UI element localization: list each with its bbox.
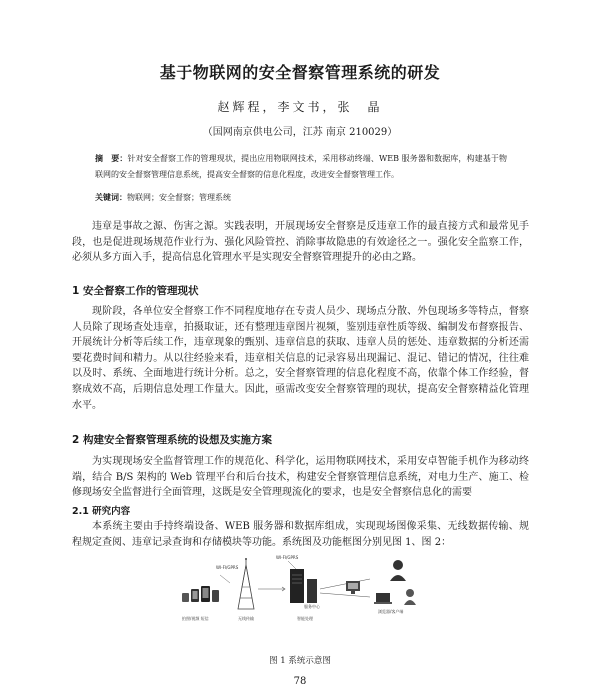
abstract-label: 摘 要：	[95, 154, 128, 163]
paper-authors: 赵辉程，李文书，张 晶	[217, 100, 383, 114]
abstract-text: 针对安全督察工作的管理现状，提出应用物联网技术，采用移动终端、WEB 服务器和数据库，构建基于物联网的安全督察管理信息系统，提高安全督察的信息化程度，改进安全督察管理工作。	[95, 154, 508, 179]
wifi-right-label: WI-FI/GPRS	[276, 555, 299, 560]
section-1-paragraph: 现阶段，各单位安全督察工作不同程度地存在专责人员少、现场点分散、外包现场多等特点，督察人员除了现场查处违章，拍摄取证，还有整理违章图片视频，鉴别违章性质等级、编制发布督察报告、开展统计分析等后续工作，违章现象的甄别、违章信息的获取、违章人员的惩处、违章数据的分析还需要花费时间和精力。从以往经验来看，违章相关信息的记录容易出现漏记、混记、错记的情况，往往难以及时、系统、全面地进行统计分析。总之，安全督察管理的信息化程度不高，依靠个体工作经验，督察成效不高，后期信息处理工作量大。因此，亟需改变安全督察管理的现状，提高安全督察精益化管理水平。	[72, 306, 529, 411]
keywords	[95, 192, 507, 204]
section-1-heading: 1 安全督察工作的管理现状	[72, 285, 199, 297]
client-label: 浏览器/客户端	[378, 609, 404, 614]
figure-caption: 图 1 系统示意图	[269, 656, 331, 666]
author-affiliation: （国网南京供电公司，江苏 南京 210029）	[202, 127, 398, 138]
user-avatar-icon	[390, 560, 416, 605]
terminal-label: 拍照/视频 短信	[182, 616, 209, 621]
section-2-heading: 2 构建安全督察管理系统的设想及实施方案	[72, 434, 272, 446]
keywords-text: 物联网；安全督察；管理系统	[127, 193, 231, 202]
intro-paragraph: 违章是事故之源、伤害之源。实践表明，开展现场安全督察是反违章工作的最直接方式和最常见手段，也是促进现场规范作业行为、强化风险管控、消除事故隐患的有效途径之一。强化安全监察工作，必须从多方面入手，提高信息化管理水平是实现安全督察管理提升的必由之路。	[72, 221, 529, 264]
page-number: 78	[293, 676, 307, 687]
abstract	[95, 151, 507, 183]
section-2-paragraph: 为实现现场安全监督管理工作的规范化、科学化，运用物联网技术，采用安卓智能手机作为移动终端，结合 B/S 架构的 Web 管理平台和后台技术，构建安全督察管理信息系统，对电力生产、施工、检修现场安全监督进行全面管理，这既是安全管理现流化的要求，也是安全督察信息化的需要	[72, 456, 529, 499]
system-diagram-figure	[180, 553, 430, 623]
paper-title: 基于物联网的安全督察管理系统的研发	[159, 63, 441, 82]
server-icon	[290, 569, 317, 603]
keywords-label: 关键词：	[95, 193, 127, 202]
client-laptop-icon	[374, 593, 392, 604]
terminal-devices-icon	[182, 586, 219, 602]
antenna-tower-icon	[238, 558, 254, 609]
client-monitor-icon	[346, 581, 360, 594]
section-2-1-paragraph: 本系统主要由手持终端设备、WEB 服务器和数据库组成，实现现场图像采集、无线数据传输、规程规定查阅、违章记录查询和存储模块等功能。系统图及功能框图分别见图 1、图 2：	[72, 521, 529, 548]
section-2-1-heading: 2.1 研究内容	[72, 506, 131, 517]
service-center-label: 服务中心	[304, 604, 320, 609]
processing-label: 智能处理	[297, 616, 313, 621]
network-label: 无线传输	[238, 616, 254, 621]
wifi-left-label: WI-FI/GPRS	[216, 565, 239, 570]
